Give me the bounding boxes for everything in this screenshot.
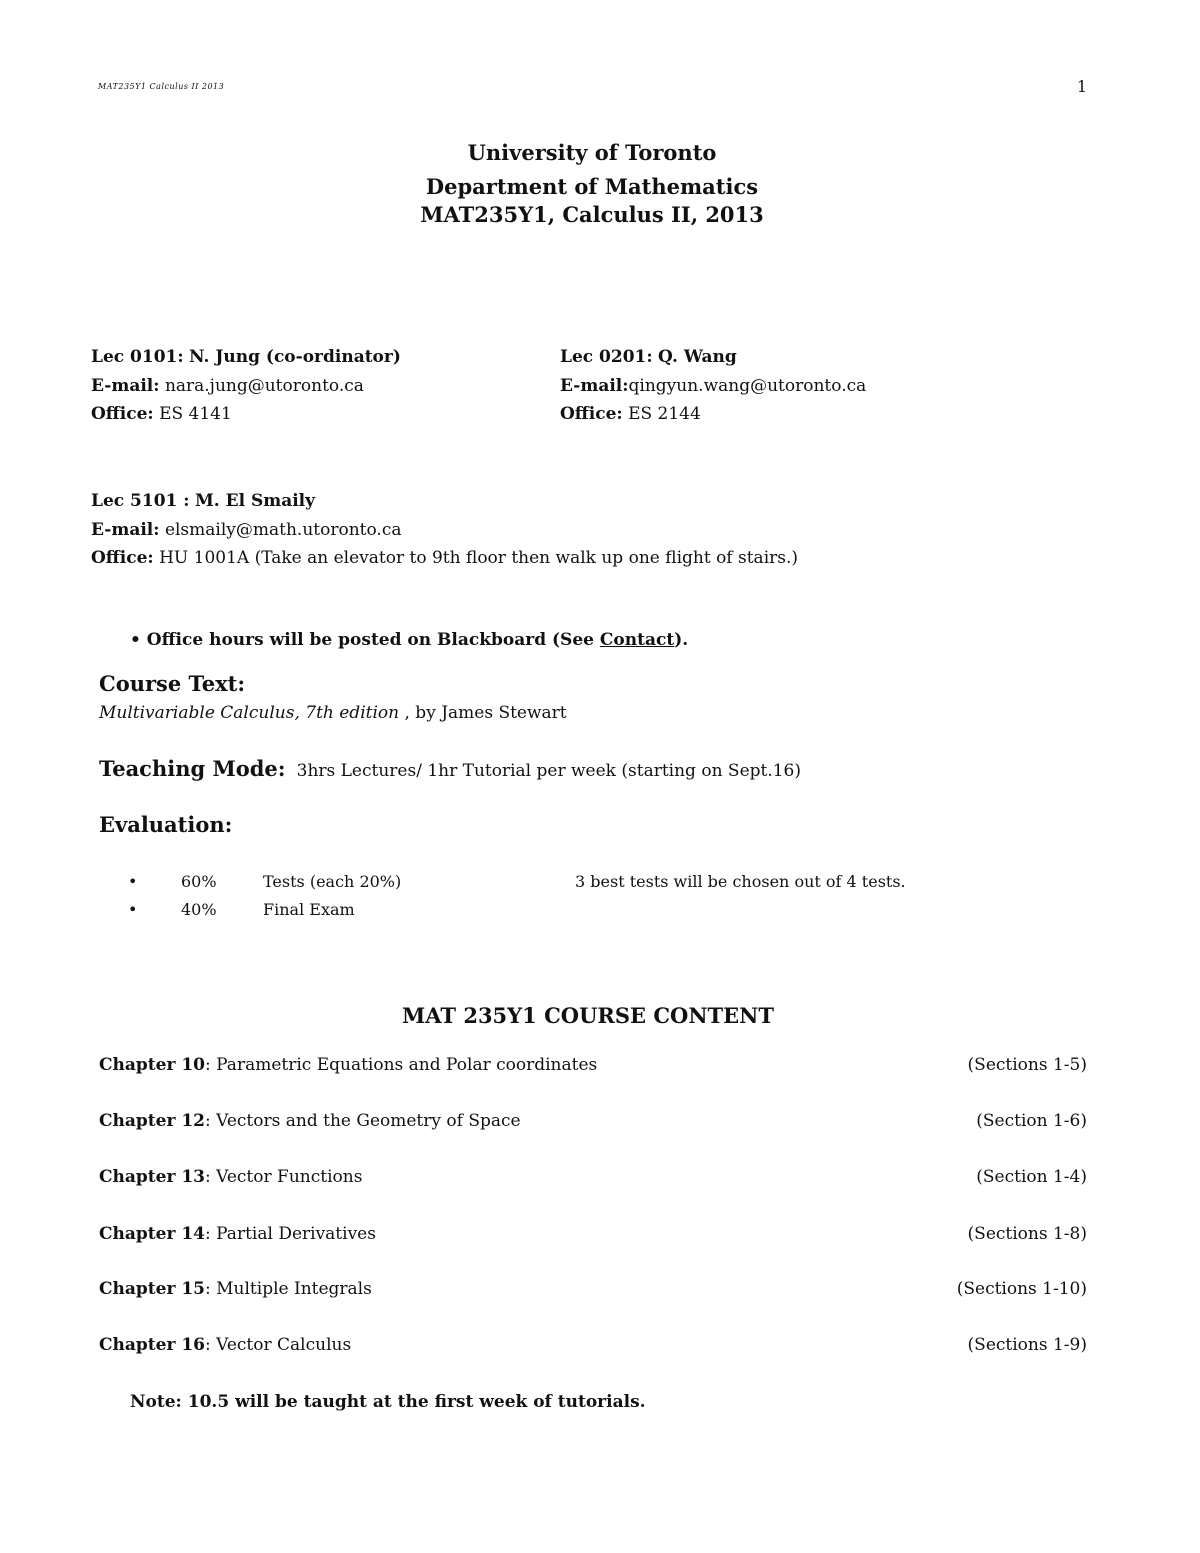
lecturer-label: Lec 0201: [560, 347, 653, 367]
chapter-label: Chapter 10 [99, 1055, 205, 1075]
email-address[interactable]: nara.jung@utoronto.ca [164, 376, 364, 396]
eval-note: 3 best tests will be chosen out of 4 tests. [575, 872, 906, 891]
book-author: , by James Stewart [399, 703, 567, 723]
chapter-label: Chapter 12 [99, 1111, 205, 1131]
chapter-row [99, 1167, 1087, 1187]
chapter-entry [99, 1055, 597, 1075]
teaching-mode [99, 756, 801, 781]
eval-bullet-icon: • [128, 900, 138, 919]
chapter-sections: (Sections 1-5) [967, 1055, 1087, 1075]
office-location: ES 4141 [159, 404, 232, 424]
evaluation-heading: Evaluation: [99, 812, 233, 837]
course-text-heading: Course Text: [99, 671, 246, 696]
email-address[interactable]: elsmaily@math.utoronto.ca [164, 520, 402, 540]
chapter-title: : Vector Functions [205, 1167, 363, 1187]
eval-item: Tests (each 20%) [263, 872, 402, 891]
chapter-sections: (Sections 1-10) [956, 1279, 1087, 1299]
eval-bullet-icon: • [128, 872, 138, 891]
chapter-row [99, 1055, 1087, 1075]
bullet-icon: • [130, 630, 141, 650]
page-number: 1 [1076, 77, 1087, 96]
lecturer-0101-heading [91, 347, 401, 367]
office-label: Office: [91, 404, 154, 424]
chapter-row [99, 1335, 1087, 1355]
office-hours-text-end: ). [674, 630, 689, 650]
chapter-entry [99, 1335, 351, 1355]
chapter-row [99, 1279, 1087, 1299]
eval-percent: 40% [181, 900, 217, 919]
university-title: University of Toronto [467, 140, 717, 165]
eval-item: Final Exam [263, 900, 355, 919]
chapter-sections: (Section 1-4) [976, 1167, 1087, 1187]
chapter-sections: (Sections 1-9) [967, 1335, 1087, 1355]
chapter-title: : Parametric Equations and Polar coordinates [205, 1055, 598, 1075]
course-content-heading: MAT 235Y1 COURSE CONTENT [402, 1003, 774, 1028]
email-label: E-mail: [91, 520, 160, 540]
lecturer-label: Lec 0101: [91, 347, 184, 367]
running-header: MAT235Y1 Calculus II 2013 [98, 82, 225, 91]
lecturer-0201-heading [560, 347, 737, 367]
chapter-title: : Vectors and the Geometry of Space [205, 1111, 521, 1131]
office-hours-note [130, 630, 688, 650]
chapter-row [99, 1111, 1087, 1131]
office-hours-text: Office hours will be posted on Blackboard (See [146, 630, 600, 650]
department-title: Department of Mathematics [425, 174, 759, 199]
lecturer-name: N. Jung (co-ordinator) [189, 347, 401, 367]
teaching-mode-heading: Teaching Mode: [99, 756, 286, 781]
eval-percent: 60% [181, 872, 217, 891]
chapter-title: : Multiple Integrals [205, 1279, 372, 1299]
teaching-mode-text: 3hrs Lectures/ 1hr Tutorial per week (starting on Sept.16) [296, 761, 802, 781]
lecturer-5101-heading [91, 491, 315, 511]
chapter-label: Chapter 13 [99, 1167, 205, 1187]
chapter-entry [99, 1279, 372, 1299]
lecturer-name: Q. Wang [658, 347, 737, 367]
tutorial-note: Note: 10.5 will be taught at the first week of tutorials. [130, 1392, 646, 1412]
lecturer-0101-office [91, 404, 232, 424]
chapter-sections: (Sections 1-8) [967, 1224, 1087, 1244]
lecturer-5101-email [91, 520, 402, 540]
email-label: E-mail: [91, 376, 160, 396]
chapter-label: Chapter 15 [99, 1279, 205, 1299]
chapter-label: Chapter 16 [99, 1335, 205, 1355]
lecturer-name: M. El Smaily [194, 491, 316, 511]
chapter-label: Chapter 14 [99, 1224, 205, 1244]
office-location: ES 2144 [628, 404, 701, 424]
chapter-sections: (Section 1-6) [976, 1111, 1087, 1131]
chapter-entry [99, 1224, 376, 1244]
contact-link[interactable]: Contact [599, 630, 675, 650]
office-label: Office: [91, 548, 154, 568]
chapter-title: : Partial Derivatives [205, 1224, 376, 1244]
chapter-row [99, 1224, 1087, 1244]
course-text-book [99, 703, 567, 723]
lecturer-0201-email [560, 376, 866, 396]
office-label: Office: [560, 404, 623, 424]
lecturer-0101-email [91, 376, 364, 396]
lecturer-5101-office [91, 548, 798, 568]
chapter-entry [99, 1111, 521, 1131]
lecturer-label: Lec 5101 : [91, 491, 190, 511]
lecturer-0201-office [560, 404, 701, 424]
office-location: HU 1001A (Take an elevator to 9th floor then walk up one flight of stairs.) [159, 548, 799, 568]
course-title: MAT235Y1, Calculus II, 2013 [420, 202, 764, 227]
email-address[interactable]: qingyun.wang@utoronto.ca [628, 376, 867, 396]
chapter-title: : Vector Calculus [205, 1335, 352, 1355]
email-label: E-mail: [560, 376, 629, 396]
chapter-entry [99, 1167, 362, 1187]
book-title: Multivariable Calculus, 7th edition [99, 703, 400, 723]
